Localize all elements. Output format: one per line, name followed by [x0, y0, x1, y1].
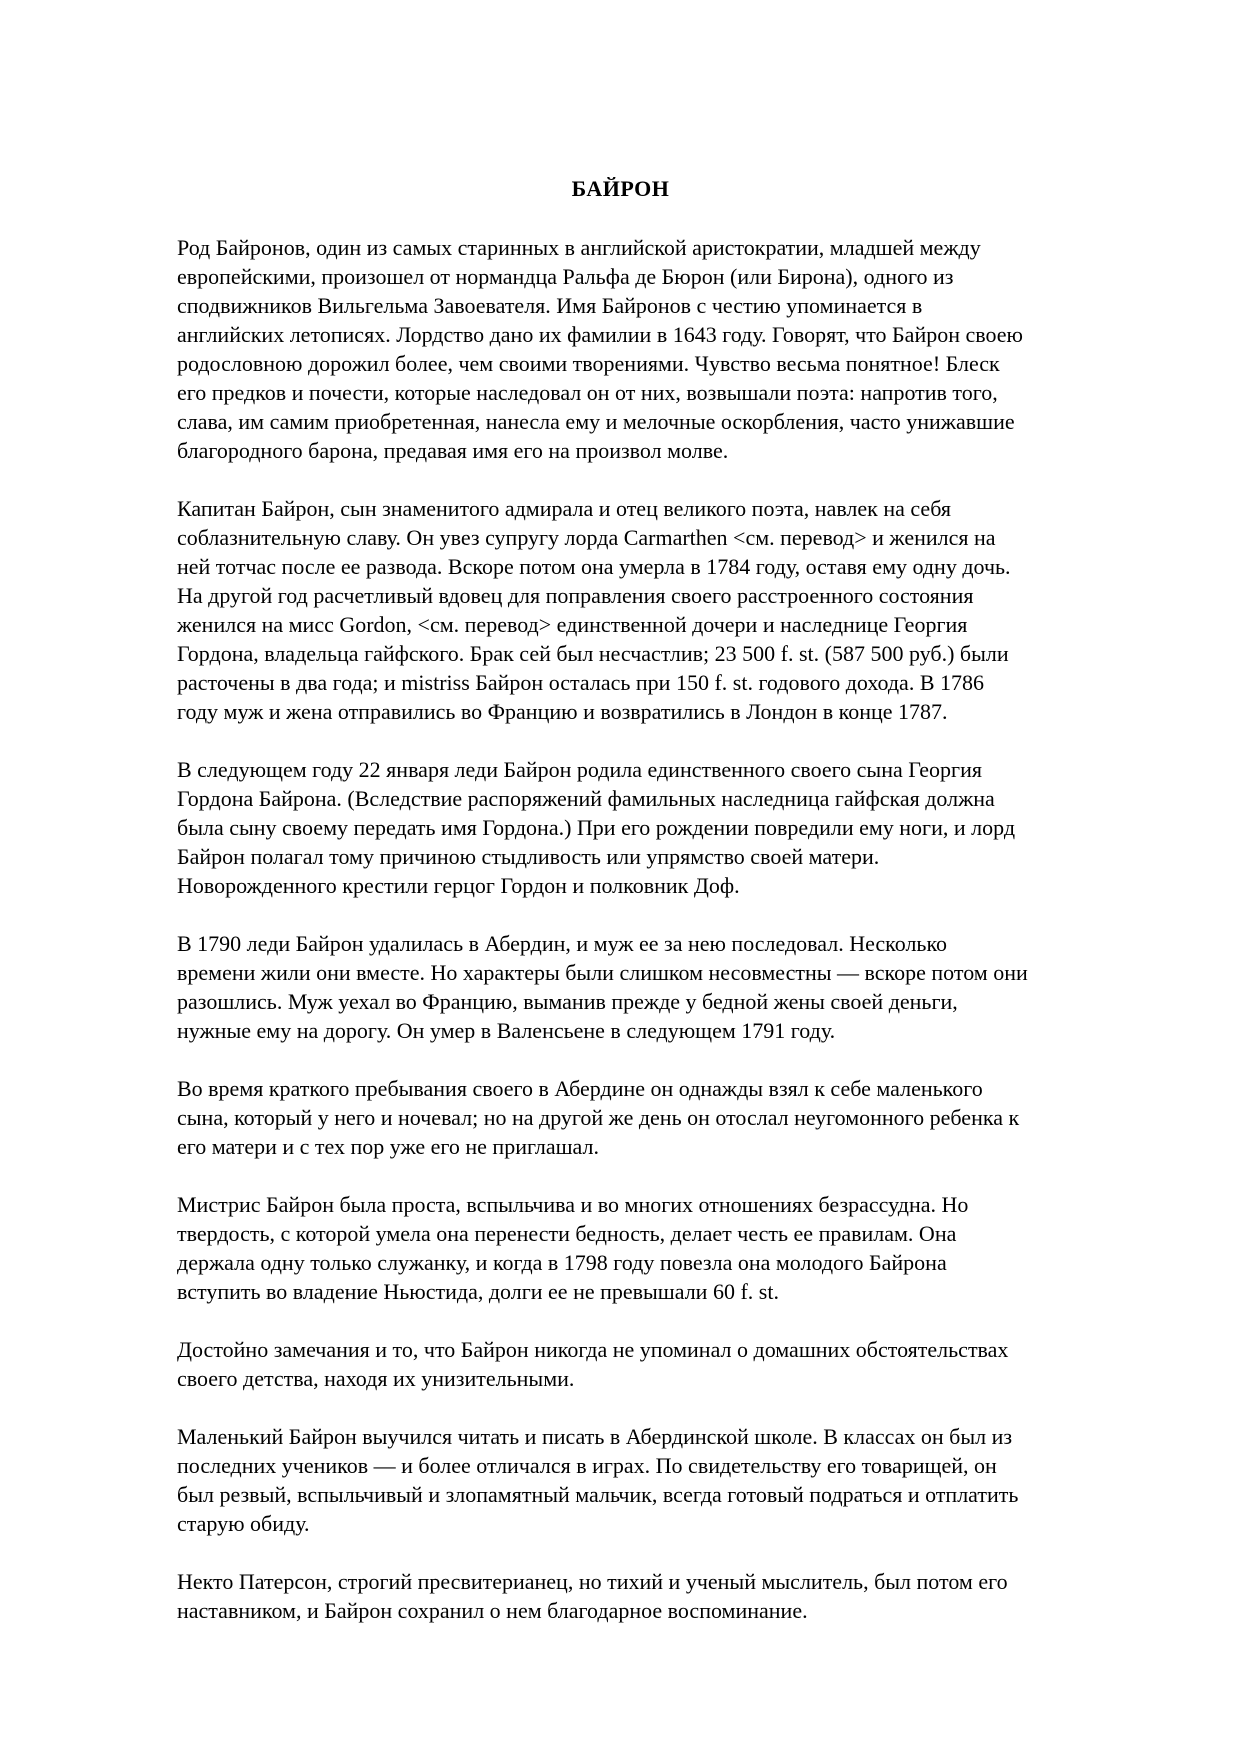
text-line: наставником, и Байрон сохранил о нем благодарное воспоминание.	[177, 1598, 808, 1623]
text-line: расточены в два года; и mistriss Байрон осталась при 150 f. st. годового дохода. В 1786	[177, 670, 984, 695]
text-line: держала одну только служанку, и когда в 1798 году повезла она молодого Байрона	[177, 1250, 947, 1275]
text-line: Байрон полагал тому причиною стыдливость или упрямство своей матери.	[177, 844, 880, 869]
text-line: разошлись. Муж уехал во Францию, выманив прежде у бедной жены своей деньги,	[177, 989, 958, 1014]
text-line: Новорожденного крестили герцог Гордон и полковник Доф.	[177, 873, 740, 898]
text-line: году муж и жена отправились во Францию и возвратились в Лондон в конце 1787.	[177, 699, 948, 724]
text-line: Маленький Байрон выучился читать и писать в Абердинской школе. В классах он был из	[177, 1424, 1013, 1449]
text-line: вступить во владение Ньюстида, долги ее не превышали 60 f. st.	[177, 1279, 779, 1304]
text-line: его матери и с тех пор уже его не приглашал.	[177, 1134, 599, 1159]
paragraph	[177, 929, 1177, 1045]
paragraph	[177, 1567, 1177, 1625]
text-line: Род Байронов, один из самых старинных в английской аристократии, младшей между	[177, 235, 981, 260]
paragraph	[177, 1074, 1177, 1161]
text-line: был резвый, вспыльчивый и злопамятный мальчик, всегда готовый подраться и отплатить	[177, 1482, 1019, 1507]
text-line: была сыну своему передать имя Гордона.) При его рождении повредили ему ноги, и лорд	[177, 815, 1016, 840]
text-line: ней тотчас после ее развода. Вскоре потом она умерла в 1784 году, оставя ему одну дочь.	[177, 554, 1011, 579]
text-line: европейскими, произошел от нормандца Ральфа де Бюрон (или Бирона), одного из	[177, 264, 954, 289]
paragraph	[177, 1335, 1177, 1393]
text-line: соблазнительную славу. Он увез супругу лорда Carmarthen <см. перевод> и женился на	[177, 525, 996, 550]
text-line: нужные ему на дорогу. Он умер в Валенсьене в следующем 1791 году.	[177, 1018, 836, 1043]
text-line: последних учеников — и более отличался в играх. По свидетельству его товарищей, он	[177, 1453, 997, 1478]
text-line: родословною дорожил более, чем своими творениями. Чувство весьма понятное! Блеск	[177, 351, 1000, 376]
text-line: В 1790 леди Байрон удалилась в Абердин, и муж ее за нею последовал. Несколько	[177, 931, 948, 956]
text-line: своего детства, находя их унизительными.	[177, 1366, 575, 1391]
document-body	[177, 233, 1177, 1654]
text-line: времени жили они вместе. Но характеры были слишком несовместны — вскоре потом они	[177, 960, 1028, 985]
text-line: Некто Патерсон, строгий пресвитерианец, но тихий и ученый мыслитель, был потом его	[177, 1569, 1008, 1594]
text-line: Во время краткого пребывания своего в Абердине он однажды взял к себе маленького	[177, 1076, 983, 1101]
text-line: Гордона Байрона. (Вследствие распоряжений фамильных наследница гайфская должна	[177, 786, 995, 811]
paragraph	[177, 1190, 1177, 1306]
text-line: женился на мисс Gordon, <см. перевод> единственной дочери и наследнице Георгия	[177, 612, 968, 637]
text-line: его предков и почести, которые наследовал он от них, возвышали поэта: напротив того,	[177, 380, 998, 405]
text-line: сподвижников Вильгельма Завоевателя. Имя Байронов с честию упоминается в	[177, 293, 923, 318]
paragraph	[177, 755, 1177, 900]
paragraph	[177, 1422, 1177, 1538]
text-line: старую обиду.	[177, 1511, 310, 1536]
text-line: В следующем году 22 января леди Байрон родила единственного своего сына Георгия	[177, 757, 982, 782]
text-line: твердость, с которой умела она перенести бедность, делает честь ее правилам. Она	[177, 1221, 957, 1246]
text-line: Достойно замечания и то, что Байрон никогда не упоминал о домашних обстоятельствах	[177, 1337, 1009, 1362]
text-line: английских летописях. Лордство дано их фамилии в 1643 году. Говорят, что Байрон своею	[177, 322, 1023, 347]
text-line: Капитан Байрон, сын знаменитого адмирала и отец великого поэта, навлек на себя	[177, 496, 951, 521]
text-line: сына, который у него и ночевал; но на другой же день он отослал неугомонного ребенка к	[177, 1105, 1020, 1130]
text-line: На другой год расчетливый вдовец для поправления своего расстроенного состояния	[177, 583, 974, 608]
document-title: БАЙРОН	[571, 176, 670, 201]
text-line: Гордона, владельца гайфского. Брак сей был несчастлив; 23 500 f. st. (587 500 руб.) были	[177, 641, 1009, 666]
paragraph	[177, 233, 1177, 465]
text-line: благородного барона, предавая имя его на произвол молве.	[177, 438, 729, 463]
text-line: слава, им самим приобретенная, нанесла ему и мелочные оскорбления, часто унижавшие	[177, 409, 1015, 434]
text-line: Мистрис Байрон была проста, вспыльчива и во многих отношениях безрассудна. Но	[177, 1192, 969, 1217]
paragraph	[177, 494, 1177, 726]
